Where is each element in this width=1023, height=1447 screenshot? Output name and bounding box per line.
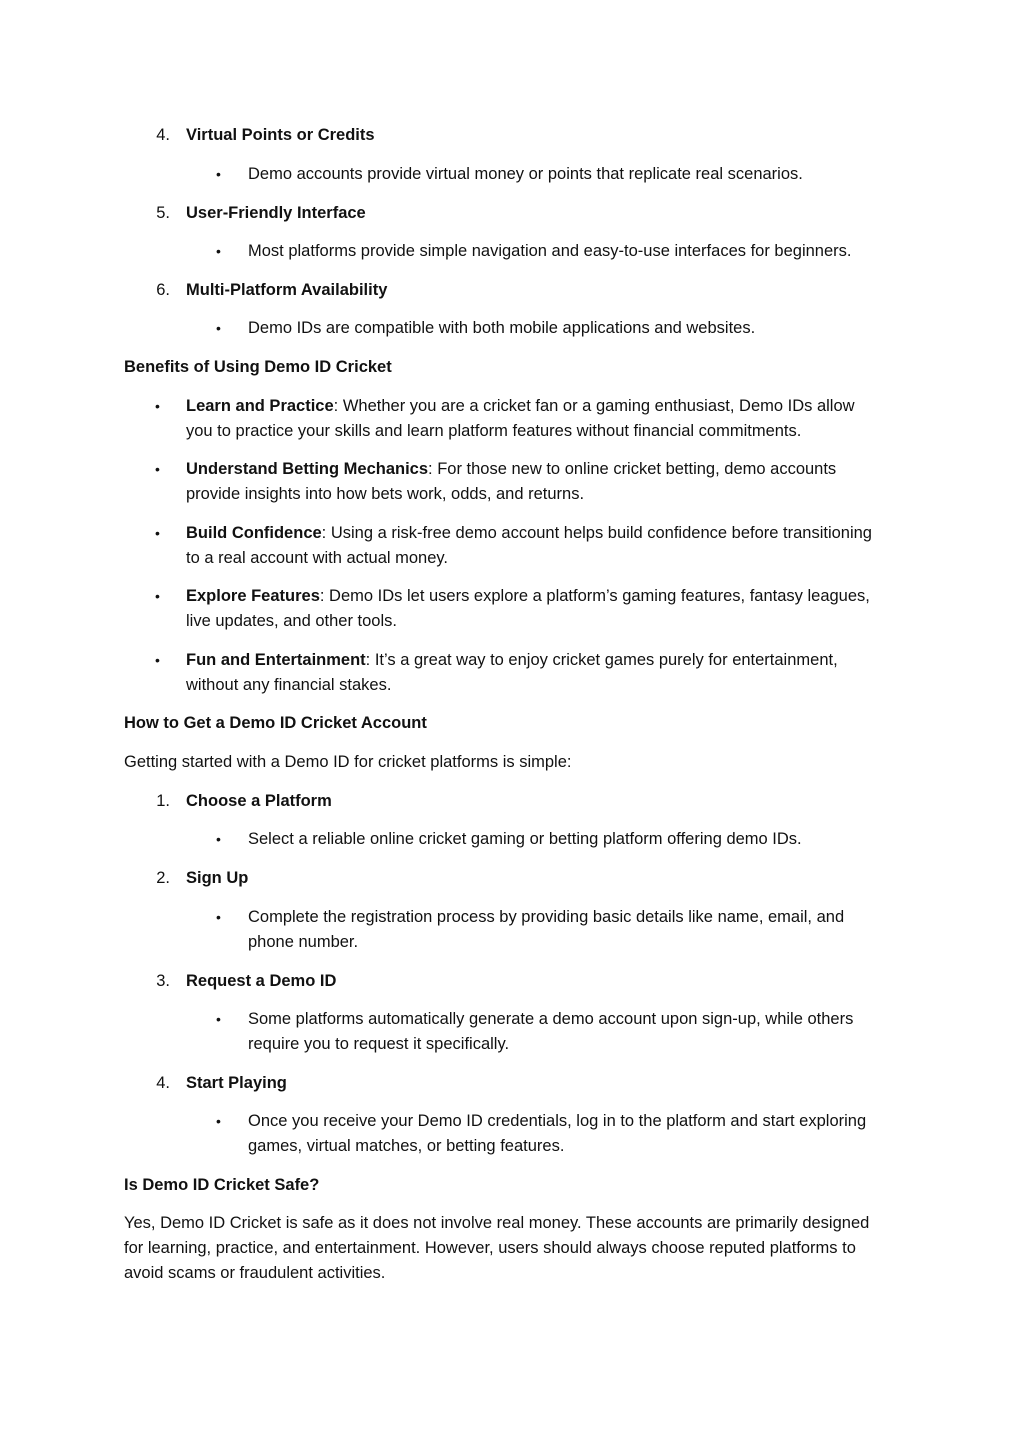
bullet-icon: •	[155, 652, 160, 668]
bullet-icon: •	[155, 525, 160, 541]
step-number: 2.	[156, 869, 170, 887]
list-item-title: Multi-Platform Availability	[186, 281, 388, 299]
list-number: 5.	[156, 204, 170, 222]
benefit-text-continued: provide insights into how bets work, odds, and returns.	[186, 485, 585, 503]
list-item-detail: Demo accounts provide virtual money or points that replicate real scenarios.	[248, 165, 803, 183]
benefit-text-continued: without any financial stakes.	[186, 676, 392, 694]
bullet-icon: •	[216, 909, 221, 925]
bullet-icon: •	[216, 1113, 221, 1129]
step-detail-continued: require you to request it specifically.	[248, 1035, 510, 1053]
benefit-title: Explore Features	[186, 587, 320, 605]
step-detail: Select a reliable online cricket gaming or betting platform offering demo IDs.	[248, 830, 802, 848]
step-title: Sign Up	[186, 869, 249, 887]
list-item-detail: Demo IDs are compatible with both mobile applications and websites.	[248, 319, 756, 337]
step-number: 1.	[156, 792, 170, 810]
benefit-text: : Whether you are a cricket fan or a gaming enthusiast, Demo IDs allow	[333, 397, 855, 415]
list-item-title: User-Friendly Interface	[186, 204, 366, 222]
benefit-text-continued: you to practice your skills and learn platform features without financial commitments.	[186, 422, 802, 440]
bullet-icon: •	[216, 320, 221, 336]
list-number: 6.	[156, 281, 170, 299]
benefit-item	[186, 394, 855, 419]
benefit-item	[186, 457, 836, 482]
bullet-icon: •	[155, 398, 160, 414]
benefit-item	[186, 584, 870, 609]
benefit-text: : Demo IDs let users explore a platform’s gaming features, fantasy leagues,	[319, 587, 870, 605]
benefit-text: : For those new to online cricket betting, demo accounts	[428, 460, 837, 478]
benefit-title: Understand Betting Mechanics	[186, 460, 429, 478]
step-number: 3.	[156, 972, 170, 990]
bullet-icon: •	[216, 831, 221, 847]
bullet-icon: •	[216, 243, 221, 259]
step-detail-continued: games, virtual matches, or betting features.	[248, 1137, 565, 1155]
step-title: Start Playing	[186, 1074, 287, 1092]
benefit-item	[186, 648, 838, 673]
benefit-text: : It’s a great way to enjoy cricket games purely for entertainment,	[365, 651, 838, 669]
step-title: Request a Demo ID	[186, 972, 337, 990]
step-detail: Some platforms automatically generate a demo account upon sign-up, while others	[248, 1010, 854, 1028]
section-heading-benefits: Benefits of Using Demo ID Cricket	[124, 358, 392, 376]
bullet-icon: •	[155, 461, 160, 477]
section-heading-safety: Is Demo ID Cricket Safe?	[124, 1176, 320, 1194]
bullet-icon: •	[216, 166, 221, 182]
list-number: 4.	[156, 126, 170, 144]
benefit-text: : Using a risk-free demo account helps build confidence before transitioning	[321, 524, 872, 542]
safety-paragraph-line: Yes, Demo ID Cricket is safe as it does not involve real money. These accounts are primarily designed	[124, 1214, 870, 1232]
step-detail: Once you receive your Demo ID credentials, log in to the platform and start exploring	[248, 1112, 867, 1130]
step-number: 4.	[156, 1074, 170, 1092]
step-detail-continued: phone number.	[248, 933, 359, 951]
benefit-item	[186, 521, 872, 546]
bullet-icon: •	[216, 1011, 221, 1027]
step-title: Choose a Platform	[186, 792, 332, 810]
list-item-title: Virtual Points or Credits	[186, 126, 375, 144]
howto-intro: Getting started with a Demo ID for cricket platforms is simple:	[124, 753, 572, 771]
safety-paragraph-line: avoid scams or fraudulent activities.	[124, 1264, 386, 1282]
safety-paragraph-line: for learning, practice, and entertainment. However, users should always choose reputed platforms to	[124, 1239, 856, 1257]
benefit-title: Fun and Entertainment	[186, 651, 366, 669]
step-detail: Complete the registration process by providing basic details like name, email, and	[248, 908, 845, 926]
benefit-text-continued: to a real account with actual money.	[186, 549, 449, 567]
section-heading-howto: How to Get a Demo ID Cricket Account	[124, 714, 427, 732]
benefit-title: Learn and Practice	[186, 397, 334, 415]
bullet-icon: •	[155, 588, 160, 604]
list-item-detail: Most platforms provide simple navigation and easy-to-use interfaces for beginners.	[248, 242, 852, 260]
benefit-text-continued: live updates, and other tools.	[186, 612, 397, 630]
benefit-title: Build Confidence	[186, 524, 322, 542]
